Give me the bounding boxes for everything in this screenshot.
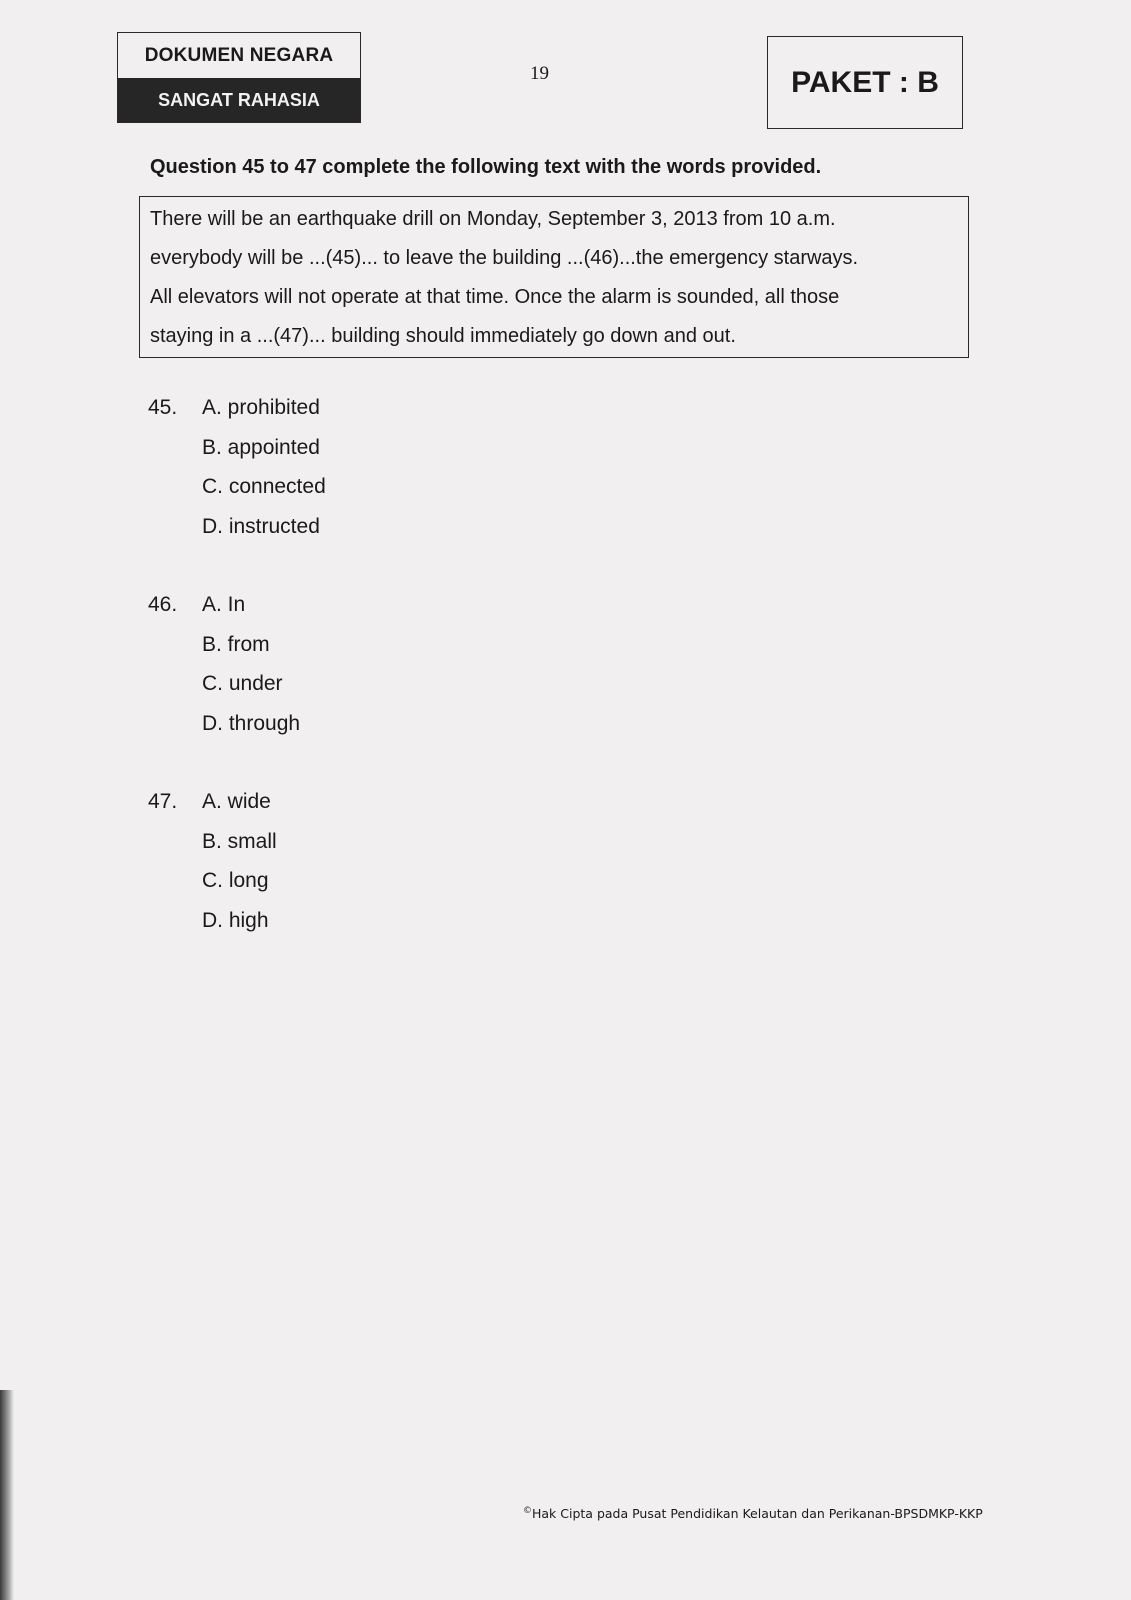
option-d: D. through bbox=[202, 711, 301, 735]
question-46 bbox=[148, 593, 300, 751]
question-47 bbox=[148, 790, 277, 948]
paket-label: PAKET : B bbox=[767, 36, 963, 129]
option-c: C. long bbox=[202, 869, 269, 892]
option-b: B. appointed bbox=[202, 435, 320, 459]
classification-top: DOKUMEN NEGARA bbox=[144, 44, 334, 66]
option-d: D. high bbox=[202, 908, 269, 932]
passage-box bbox=[139, 196, 969, 358]
copyright-text: Hak Cipta pada Pusat Pendidikan Kelautan dan Perikanan-BPSDMKP-KKP bbox=[532, 1506, 983, 1522]
question-number: 46. bbox=[148, 593, 178, 616]
page-number: 19 bbox=[530, 63, 549, 84]
question-number: 45. bbox=[148, 396, 178, 419]
option-d: D. instructed bbox=[202, 514, 320, 538]
option-c: C. connected bbox=[202, 475, 326, 498]
passage-line: everybody will be ...(45)... to leave the building ...(46)...the emergency starways. bbox=[150, 247, 859, 269]
passage-line: There will be an earthquake drill on Monday, September 3, 2013 from 10 a.m. bbox=[150, 208, 836, 230]
option-a: A. wide bbox=[202, 790, 271, 813]
copyright-footer bbox=[523, 1506, 983, 1521]
instruction-heading: Question 45 to 47 complete the following text with the words provided. bbox=[150, 156, 822, 178]
passage-line: All elevators will not operate at that time. Once the alarm is sounded, all those bbox=[150, 286, 840, 308]
option-a: A. prohibited bbox=[202, 396, 320, 419]
option-c: C. under bbox=[202, 672, 283, 695]
option-a: A. In bbox=[202, 593, 246, 616]
passage-line: staying in a ...(47)... building should immediately go down and out. bbox=[150, 325, 736, 347]
copyright-symbol: © bbox=[523, 1506, 532, 1516]
option-b: B. from bbox=[202, 632, 270, 656]
classification-bottom: SANGAT RAHASIA bbox=[118, 78, 360, 122]
option-b: B. small bbox=[202, 829, 277, 853]
question-45 bbox=[148, 396, 326, 554]
classification-label bbox=[117, 32, 361, 123]
page-edge-shadow bbox=[0, 1390, 14, 1600]
question-number: 47. bbox=[148, 790, 178, 813]
